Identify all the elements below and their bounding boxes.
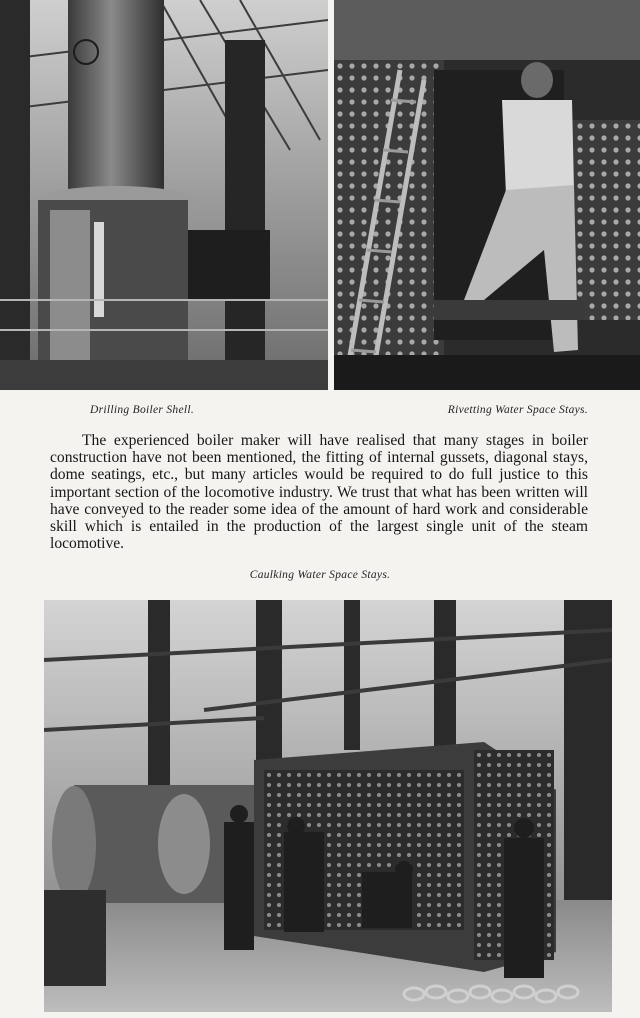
caulking-water-space-stays-photo	[44, 600, 612, 1012]
body-paragraph-container	[50, 432, 588, 552]
rivetting-water-space-stays-photo	[334, 0, 640, 390]
photo-caption-caulking: Caulking Water Space Stays.	[249, 569, 391, 581]
drilling-boiler-shell-photo	[0, 0, 328, 390]
photo-caption-drilling: Drilling Boiler Shell.	[90, 404, 195, 416]
body-paragraph: The experienced boiler maker will have realised that many stages in boiler construction have not been mentioned, the fitting of internal gussets, diagonal stays, dome seatings, etc., but many articles would be required to do full justice to this important section of the locomotive industry. We trust that what has been written will have conveyed to the reader some idea of the amount of hard work and considerable skill which is entailed in the production of the largest single unit of the steam locomotive.	[50, 432, 588, 553]
photo-caption-rivetting: Rivetting Water Space Stays.	[447, 404, 588, 416]
